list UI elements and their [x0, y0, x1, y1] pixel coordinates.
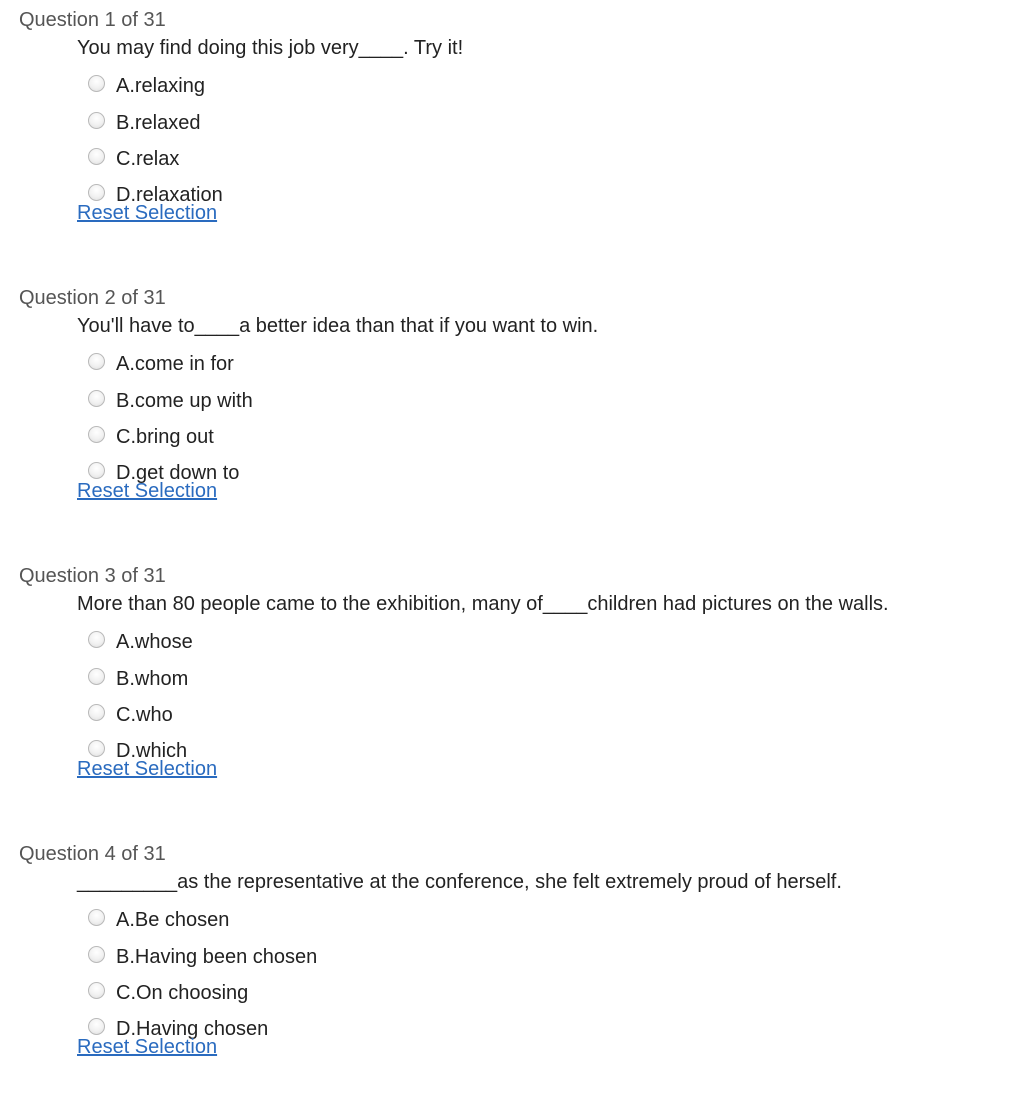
reset-selection-link[interactable]: Reset Selection [77, 1036, 218, 1058]
question-text: You may find doing this job very____. Try it! [77, 37, 464, 59]
option-label: B.come up with [116, 389, 253, 412]
radio-button[interactable] [88, 668, 105, 685]
reset-selection-link[interactable]: Reset Selection [77, 202, 218, 224]
answer-option-c[interactable] [88, 978, 248, 1008]
option-label: D.get down to [116, 461, 240, 484]
answer-option-a[interactable] [88, 71, 205, 101]
reset-selection-link[interactable]: Reset Selection [77, 758, 218, 780]
option-label: C.On choosing [116, 981, 249, 1004]
question-text: _________as the representative at the conference, she felt extremely proud of herself. [77, 871, 842, 893]
question-header: Question 3 of 31 [19, 565, 166, 587]
answer-option-c[interactable] [88, 700, 173, 730]
option-label: C.bring out [116, 425, 214, 448]
option-label: B.relaxed [116, 111, 201, 134]
radio-button[interactable] [88, 184, 105, 201]
option-label: D.which [116, 739, 188, 762]
answer-option-a[interactable] [88, 627, 193, 657]
answer-option-b[interactable] [88, 942, 317, 972]
radio-button[interactable] [88, 148, 105, 165]
option-label: A.whose [116, 630, 193, 653]
option-label: A.come in for [116, 352, 234, 375]
option-label: C.relax [116, 147, 180, 170]
question-header: Question 2 of 31 [19, 287, 166, 309]
answer-option-b[interactable] [88, 108, 201, 138]
answer-option-c[interactable] [88, 422, 214, 452]
answer-option-b[interactable] [88, 386, 253, 416]
radio-button[interactable] [88, 353, 105, 370]
question-text: You'll have to____a better idea than that if you want to win. [77, 315, 599, 337]
answer-option-b[interactable] [88, 664, 188, 694]
radio-button[interactable] [88, 426, 105, 443]
question-block [0, 834, 1024, 1094]
question-text: More than 80 people came to the exhibition, many of____children had pictures on the walls. [77, 593, 889, 615]
radio-button[interactable] [88, 462, 105, 479]
option-label: B.Having been chosen [116, 945, 318, 968]
question-block [0, 278, 1024, 538]
question-header: Question 4 of 31 [19, 843, 166, 865]
question-block [0, 0, 1024, 260]
radio-button[interactable] [88, 740, 105, 757]
radio-button[interactable] [88, 909, 105, 926]
question-header: Question 1 of 31 [19, 9, 166, 31]
radio-button[interactable] [88, 704, 105, 721]
radio-button[interactable] [88, 1018, 105, 1035]
answer-option-a[interactable] [88, 905, 229, 935]
radio-button[interactable] [88, 390, 105, 407]
option-label: A.relaxing [116, 74, 205, 97]
option-label: C.who [116, 703, 173, 726]
option-label: B.whom [116, 667, 189, 690]
radio-button[interactable] [88, 631, 105, 648]
radio-button[interactable] [88, 75, 105, 92]
radio-button[interactable] [88, 112, 105, 129]
radio-button[interactable] [88, 982, 105, 999]
reset-selection-link[interactable]: Reset Selection [77, 480, 218, 502]
radio-button[interactable] [88, 946, 105, 963]
option-label: D.Having chosen [116, 1017, 269, 1040]
answer-option-c[interactable] [88, 144, 179, 174]
question-block [0, 556, 1024, 816]
option-label: A.Be chosen [116, 908, 230, 931]
answer-option-a[interactable] [88, 349, 234, 379]
option-label: D.relaxation [116, 183, 223, 206]
